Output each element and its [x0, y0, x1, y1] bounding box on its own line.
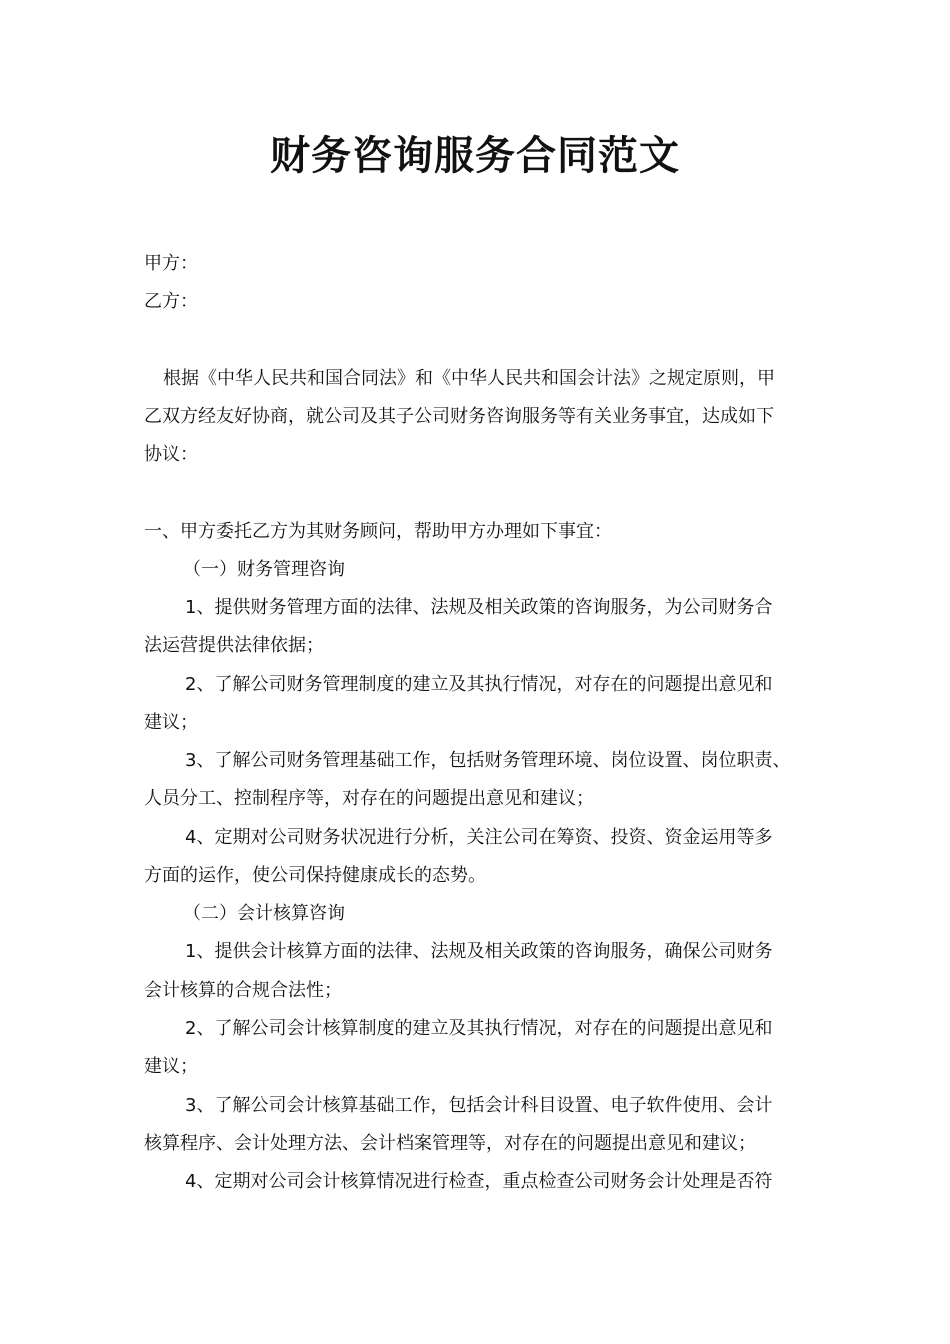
- section-heading: 一、甲方委托乙方为其财务顾问，帮助甲方办理如下事宜：: [144, 521, 612, 542]
- clause-line: 4、定期对公司会计核算情况进行检查，重点检查公司财务会计处理是否符: [185, 1171, 773, 1192]
- clause-line: 4、定期对公司财务状况进行分析，关注公司在筹资、投资、资金运用等多: [185, 827, 773, 848]
- clause-line: 3、了解公司财务管理基础工作，包括财务管理环境、岗位设置、岗位职责、: [185, 750, 791, 771]
- clause-line: 方面的运作，使公司保持健康成长的态势。: [144, 865, 486, 886]
- clause-line: 1、提供会计核算方面的法律、法规及相关政策的咨询服务，确保公司财务: [185, 941, 773, 962]
- clause-line: 法运营提供法律依据；: [144, 635, 324, 656]
- clause-line: 建议；: [144, 1056, 198, 1077]
- clause-line: 3、了解公司会计核算基础工作，包括会计科目设置、电子软件使用、会计: [185, 1095, 773, 1116]
- subsection-heading: （二）会计核算咨询: [183, 903, 345, 924]
- clause-line: 建议；: [144, 712, 198, 733]
- preamble-line: 乙双方经友好协商，就公司及其子公司财务咨询服务等有关业务事宜，达成如下: [144, 406, 774, 427]
- clause-line: 核算程序、会计处理方法、会计档案管理等，对存在的问题提出意见和建议；: [144, 1133, 756, 1154]
- preamble-line: 根据《中华人民共和国合同法》和《中华人民共和国会计法》之规定原则，甲: [163, 368, 775, 389]
- preamble-line: 协议：: [144, 444, 198, 465]
- clause-line: 2、了解公司会计核算制度的建立及其执行情况，对存在的问题提出意见和: [185, 1018, 773, 1039]
- clause-line: 2、了解公司财务管理制度的建立及其执行情况，对存在的问题提出意见和: [185, 674, 773, 695]
- clause-line: 会计核算的合规合法性；: [144, 980, 342, 1001]
- document-title: 财务咨询服务合同范文: [270, 133, 680, 179]
- clause-line: 人员分工、控制程序等，对存在的问题提出意见和建议；: [144, 788, 594, 809]
- party-a-label: 甲方：: [144, 253, 198, 274]
- clause-line: 1、提供财务管理方面的法律、法规及相关政策的咨询服务，为公司财务合: [185, 597, 773, 618]
- subsection-heading: （一）财务管理咨询: [183, 559, 345, 580]
- party-b-label: 乙方：: [144, 291, 198, 312]
